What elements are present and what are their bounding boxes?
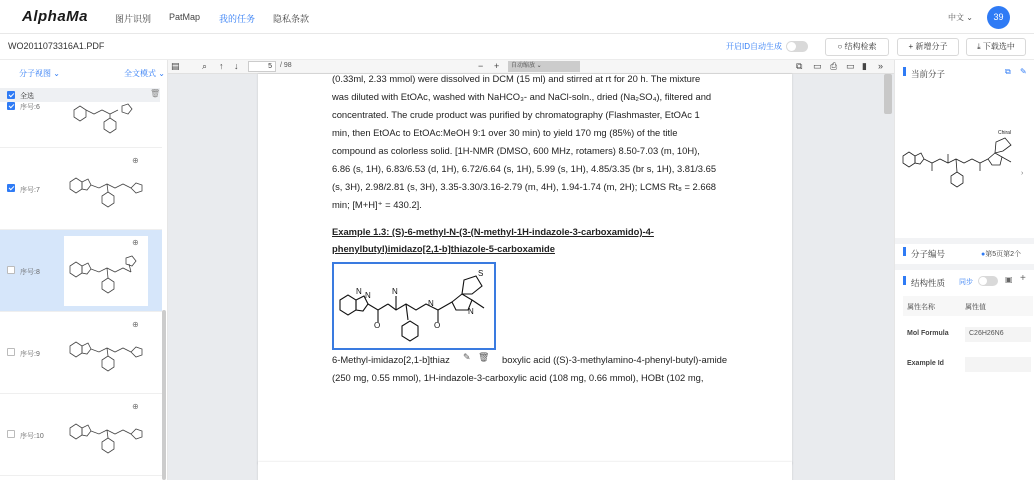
current-molecule-title: 当前分子 bbox=[911, 69, 946, 79]
divider bbox=[895, 238, 1034, 244]
list-item[interactable] bbox=[0, 102, 162, 148]
section-marker bbox=[903, 247, 906, 256]
molecule-view-select[interactable]: 分子视图 ⌄ bbox=[19, 69, 60, 78]
svg-text:N: N bbox=[356, 287, 362, 296]
left-panel-header bbox=[0, 60, 168, 86]
item-checkbox[interactable] bbox=[7, 184, 15, 192]
paragraph-line: (0.33ml, 2.33 mmol) were dissolved in DCM (15 ml) and stirred at rt for 20 h. The mixture bbox=[332, 73, 701, 84]
paragraph-line: 6-Methyl-imidazo[2,1-b]thiaz bbox=[332, 354, 450, 365]
molecule-selection-box[interactable] bbox=[332, 262, 496, 350]
chevron-right-icon[interactable]: › bbox=[1021, 170, 1024, 177]
nav-image-recognition[interactable]: 图片识别 bbox=[115, 14, 152, 24]
add-icon[interactable]: + bbox=[1020, 273, 1026, 284]
structure-search-label: 结构检索 bbox=[844, 42, 877, 51]
pdf-toolbar bbox=[168, 60, 894, 74]
current-molecule-structure bbox=[899, 126, 1033, 196]
save-icon[interactable]: ▭ bbox=[846, 61, 855, 71]
paragraph-line: concentrated. The crude product was purified by chromatography (Flashmaster, EtOAc 1 bbox=[332, 109, 700, 120]
add-molecule-button[interactable]: + 新增分子 bbox=[897, 38, 959, 56]
example-heading: Example 1.3: (S)-6-methyl-N-(3-(N-methyl-1H-indazole-3-carboxamido)-4- bbox=[332, 226, 654, 237]
page-number-input[interactable]: 5 bbox=[248, 61, 276, 72]
table-row bbox=[903, 322, 1033, 346]
save-icon[interactable]: ▣ bbox=[1005, 275, 1013, 284]
presentation-icon[interactable]: ⧉ bbox=[796, 61, 803, 71]
nav-privacy[interactable]: 隐私条款 bbox=[273, 14, 310, 24]
molecule-number-title: 分子编号 bbox=[911, 249, 946, 259]
select-all-label: 全选 bbox=[20, 93, 34, 100]
pdf-viewer bbox=[168, 60, 894, 480]
print-icon[interactable]: ⎙ bbox=[830, 61, 838, 71]
property-value-input[interactable] bbox=[965, 357, 1031, 372]
document-filename: WO2011073316A1.PDF bbox=[8, 41, 105, 51]
item-label: 序号:10 bbox=[20, 433, 44, 440]
section-marker bbox=[903, 276, 906, 285]
section-marker bbox=[903, 67, 906, 76]
page-total: / 98 bbox=[280, 62, 292, 69]
download-label: 下载选中 bbox=[982, 42, 1015, 51]
svg-text:O: O bbox=[434, 321, 441, 330]
svg-text:O: O bbox=[374, 321, 381, 330]
paragraph-line: (s, 3H), 2.98/2.81 (s, 3H), 3.35-3.30/3.16-2.79 (m, 4H), 1.94-1.74 (m, 2H); LCMS Rt₈ = 2.668 bbox=[332, 181, 716, 192]
search-icon: ○ bbox=[837, 42, 845, 51]
properties-table-header bbox=[903, 296, 1033, 316]
list-item-selected[interactable] bbox=[0, 230, 162, 312]
id-auto-toggle[interactable] bbox=[786, 41, 808, 52]
top-nav bbox=[0, 0, 1034, 34]
arrow-down-icon[interactable]: ↓ bbox=[234, 61, 239, 71]
properties-title: 结构性质 bbox=[911, 278, 946, 288]
paragraph-line: min; [M+H]⁺ = 430.2]. bbox=[332, 199, 422, 210]
example-heading: phenylbutyl)imidazo[2,1-b]thiazole-5-carboxamide bbox=[332, 243, 555, 254]
property-name: Mol Formula bbox=[907, 330, 949, 337]
structure-search-button[interactable] bbox=[825, 38, 889, 56]
nav-patmap[interactable]: PatMap bbox=[169, 12, 201, 22]
select-all-checkbox[interactable] bbox=[7, 91, 15, 99]
left-scrollbar[interactable] bbox=[162, 310, 166, 480]
list-item[interactable] bbox=[0, 148, 162, 230]
paragraph-line: 6.86 (s, 1H), 6.83/6.53 (d, 1H), 6.72/6.64 (s, 1H), 5.99 (s, 1H), 4.85/3.35 (br s, 1H), 3.81/3.65 bbox=[332, 163, 717, 174]
id-auto-label: 开启ID自动生成 bbox=[726, 42, 782, 51]
search-icon[interactable]: ⌕ bbox=[202, 61, 208, 71]
molecule-thumbnail bbox=[64, 96, 148, 148]
paragraph-line: compound as colorless solid. [1H-NMR (DMSO, 600 MHz, rotamers) 8.50-7.03 (m, 10H), bbox=[332, 145, 700, 156]
zoom-in-icon[interactable]: + bbox=[494, 61, 500, 71]
language-select[interactable]: 中文 ⌄ bbox=[948, 13, 973, 22]
property-name: Example Id bbox=[907, 360, 944, 367]
arrow-up-icon[interactable]: ↑ bbox=[219, 61, 224, 71]
more-tools-icon[interactable]: » bbox=[878, 61, 884, 71]
edit-icon[interactable]: ✎ bbox=[1020, 67, 1027, 76]
paragraph-line: was diluted with EtOAc, washed with NaHCO₃- and NaCl-soln., dried (Na₂SO₄), filtered and bbox=[332, 91, 712, 102]
item-checkbox[interactable] bbox=[7, 102, 15, 110]
download-icon: ⤓ bbox=[977, 42, 983, 51]
sync-toggle[interactable] bbox=[978, 276, 998, 286]
right-panel bbox=[894, 60, 1034, 480]
zoom-icon[interactable]: ⊕ bbox=[132, 238, 139, 247]
svg-text:N: N bbox=[392, 287, 398, 296]
item-label: 序号:6 bbox=[20, 104, 40, 111]
zoom-out-icon[interactable]: − bbox=[478, 61, 484, 71]
trash-icon[interactable]: 🗑 bbox=[150, 89, 161, 98]
item-checkbox[interactable] bbox=[7, 266, 15, 274]
nav-my-tasks[interactable]: 我的任务 bbox=[219, 14, 256, 24]
paragraph-line: min, then EtOAc to EtOAc:MeOH 9:1 over 30 min) to yield 170 mg (85%) of the title bbox=[332, 127, 678, 138]
avatar[interactable]: 39 bbox=[987, 6, 1010, 29]
molecule-thumbnail bbox=[64, 412, 148, 464]
open-file-icon[interactable]: ▭ bbox=[813, 61, 822, 71]
item-label: 序号:9 bbox=[20, 351, 40, 358]
paragraph-line: (250 mg, 0.55 mmol), 1H-indazole-3-carboxylic acid (108 mg, 0.66 mmol), HOBt (102 mg, bbox=[332, 372, 704, 383]
sync-label: 同步 bbox=[959, 279, 973, 286]
svg-text:N: N bbox=[365, 291, 371, 300]
copy-icon[interactable]: ⧉ bbox=[1005, 67, 1011, 76]
download-button[interactable] bbox=[966, 38, 1026, 56]
zoom-select[interactable]: 自动缩放 ⌄ bbox=[508, 61, 580, 72]
item-label: 序号:8 bbox=[20, 269, 40, 276]
molecule-structure bbox=[334, 264, 494, 348]
chiral-label: Chiral bbox=[998, 130, 1012, 136]
logo[interactable]: AlphaMa bbox=[22, 8, 89, 25]
pdf-page bbox=[258, 74, 792, 464]
fulltext-mode-select[interactable]: 全文模式 ⌄ bbox=[124, 69, 165, 78]
svg-text:S: S bbox=[478, 269, 484, 278]
zoom-icon[interactable]: ⊕ bbox=[132, 156, 139, 165]
property-value-input[interactable]: C26H26N6 bbox=[965, 327, 1031, 342]
table-row bbox=[903, 352, 1033, 376]
item-label: 序号:7 bbox=[20, 187, 40, 194]
column-header: 属性名称 bbox=[907, 304, 935, 311]
viewer-scrollbar[interactable] bbox=[884, 74, 892, 114]
delete-icon[interactable]: 🗑 bbox=[478, 352, 490, 362]
molecule-thumbnail bbox=[64, 166, 148, 218]
item-checkbox[interactable] bbox=[7, 348, 15, 356]
sidebar-toggle-icon[interactable]: ▤ bbox=[171, 61, 180, 71]
list-item[interactable] bbox=[0, 394, 162, 476]
item-checkbox[interactable] bbox=[7, 430, 15, 438]
bookmark-icon[interactable]: ▮ bbox=[862, 61, 867, 71]
svg-text:N: N bbox=[468, 307, 474, 316]
divider bbox=[895, 264, 1034, 270]
column-header: 属性值 bbox=[965, 304, 986, 311]
svg-text:N: N bbox=[428, 299, 434, 308]
zoom-icon[interactable]: ⊕ bbox=[132, 402, 139, 411]
paragraph-line: boxylic acid ((S)-3-methylamino-4-phenyl-butyl)-amide bbox=[502, 354, 728, 365]
pdf-page-next bbox=[258, 462, 792, 480]
list-item[interactable] bbox=[0, 312, 162, 394]
molecule-thumbnail bbox=[64, 330, 148, 382]
edit-icon[interactable]: ✎ bbox=[463, 352, 471, 362]
molecule-list-panel bbox=[0, 60, 168, 480]
document-header bbox=[0, 34, 1034, 60]
zoom-icon[interactable]: ⊕ bbox=[132, 320, 139, 329]
molecule-location[interactable]: ●第5页第2个 bbox=[981, 251, 1022, 258]
